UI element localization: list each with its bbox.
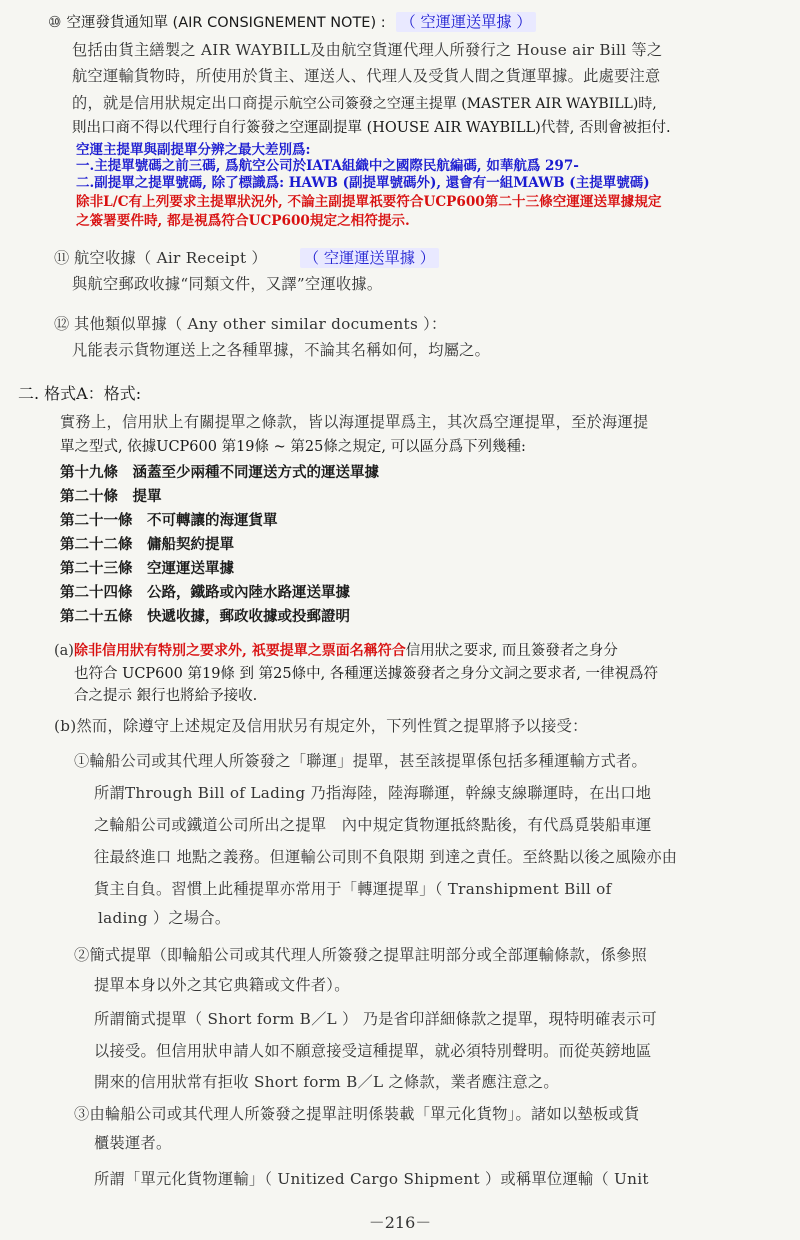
b-item1-line1: 所謂Through Bill of Lading 乃指海陸，陸海聯運，幹線支線聯運時，在出口地 bbox=[94, 784, 652, 802]
s10-badge: （ 空運運送單據 ） bbox=[396, 12, 535, 32]
b-item1: ①輪船公司或其代理人所簽發之「聯運」提單，甚至該提單係包括多種運輸方式者。 bbox=[74, 752, 648, 770]
s11-title: 航空收據（ Air Receipt ） bbox=[74, 249, 268, 267]
s10-marker: ⑩ bbox=[48, 13, 62, 31]
s10-diff2: 二.副提單之提單號碼, 除了標識爲: HAWB (副提單號碼外), 還會有一組MAWB (主提單號碼) bbox=[76, 175, 650, 191]
article-24: 第二十四條 公路，鐵路或內陸水路運送單據 bbox=[60, 584, 350, 601]
a-line2: 也符合 UCP600 第19條 到 第25條中, 各種運送據簽發者之身分文詞之要求者, 一律視爲符 bbox=[74, 666, 659, 682]
b-item1-line2: 之輪船公司或鐵道公司所出之提單 內中規定貨物運抵終點後，有代爲覓裝船車運 bbox=[94, 816, 652, 834]
s10-red-line1: 除非L/C有上列要求主提單狀況外, 不論主副提單祇要符合UCP600第二十三條空運運送單據規定 bbox=[76, 194, 662, 210]
page-number: －216－ bbox=[368, 1213, 432, 1232]
s10-diff1: 一.主提單號碼之前三碼, 爲航空公司於IATA組織中之國際民航編碼, 如華航爲 297- bbox=[76, 158, 579, 174]
article-22: 第二十二條 傭船契約提單 bbox=[60, 536, 234, 553]
a-marker: (a) bbox=[54, 643, 74, 659]
article-19: 第十九條 涵蓋至少兩種不同運送方式的運送單據 bbox=[60, 464, 379, 481]
article-21: 第二十一條 不可轉讓的海運貨單 bbox=[60, 512, 278, 529]
s11-line1: 與航空郵政收據“同類文件，又譯”空運收據。 bbox=[72, 275, 383, 293]
s12-marker: ⑫ bbox=[54, 315, 70, 333]
a-red-text: 除非信用狀有特別之要求外, 祇要提單之票面名稱符合 bbox=[73, 643, 406, 659]
s10-line3b: 航空公司簽發之空運主提單 (MASTER AIR WAYBILL)時, bbox=[288, 96, 657, 112]
b-item1-line4: 貨主自負。習慣上此種提單亦常用于「轉運提單」（ Transhipment Bill of bbox=[94, 880, 612, 898]
s10-line2: 航空運輸貨物時，所使用於貨主、運送人、代理人及受貨人間之貨運單據。此處要注意 bbox=[72, 67, 661, 85]
b-line0-text: 然而，除遵守上述規定及信用狀另有規定外，下列性質之提單將予以接受： bbox=[76, 717, 588, 735]
b-marker: (b) bbox=[54, 717, 77, 735]
article-20: 第二十條 提單 bbox=[60, 488, 162, 505]
section2-intro1: 實務上，信用狀上有關提單之條款，皆以海運提單爲主，其次爲空運提單，至於海運提 bbox=[60, 413, 649, 431]
b-line0 bbox=[54, 716, 588, 736]
s10-line1: 包括由貨主繕製之 AIR WAYBILL及由航空貨運代理人所發行之 House air Bill 等之 bbox=[72, 41, 663, 59]
a-line3: 合之提示 銀行也將給予接收. bbox=[74, 688, 258, 704]
s11-title-line bbox=[54, 248, 439, 268]
article-25: 第二十五條 快遞收據，郵政收據或投郵證明 bbox=[60, 608, 350, 625]
b-item1-line3: 往最終進口 地點之義務。但運輸公司則不負限期 到達之責任。至終點以後之風險亦由 bbox=[94, 848, 678, 866]
s11-marker: ⑪ bbox=[54, 249, 70, 267]
b-item2-line3: 以接受。但信用狀申請人如不願意接受這種提單，就必須特別聲明。而從英鎊地區 bbox=[94, 1042, 652, 1060]
section2-intro2: 單之型式, 依據UCP600 第19條 ~ 第25條之規定, 可以區分爲下列幾種: bbox=[60, 439, 526, 455]
s10-line3a: 的，就是信用狀規定出口商提示 bbox=[72, 94, 289, 112]
b-item2-line4: 開來的信用狀常有拒收 Short form B／L 之條款，業者應注意之。 bbox=[94, 1073, 559, 1091]
s12-title-line bbox=[54, 314, 447, 334]
s10-line4: 則出口商不得以代理行自行簽發之空運副提單 (HOUSE AIR WAYBILL)代替, 否則會被拒付. bbox=[72, 120, 671, 136]
s12-line1: 凡能表示貨物運送上之各種單據，不論其名稱如何，均屬之。 bbox=[72, 341, 491, 359]
b-item2-line2: 所謂簡式提單（ Short form B／L ） 乃是省印詳細條款之提單，現特明確表示可 bbox=[94, 1010, 657, 1028]
b-item2: ②簡式提單（即輪船公司或其代理人所簽發之提單註明部分或全部運輸條款，係參照 bbox=[74, 946, 648, 964]
s10-diff-title: 空運主提單與副提單分辨之最大差別爲: bbox=[76, 142, 311, 158]
a-line1 bbox=[54, 641, 618, 661]
b-item3: ③由輪船公司或其代理人所簽發之提單註明係裝載「單元化貨物」。諸如以墊板或貨 bbox=[74, 1105, 640, 1123]
section2-heading: 二. 格式A：格式: bbox=[18, 384, 142, 403]
article-23: 第二十三條 空運運送單據 bbox=[60, 560, 234, 577]
a-line1-rest: 信用狀之要求, 而且簽發者之身分 bbox=[405, 643, 618, 659]
s11-badge: （ 空運運送單據 ） bbox=[300, 248, 439, 268]
s12-title: 其他類似單據（ Any other similar documents ）： bbox=[74, 315, 447, 333]
s10-red-line2: 之簽署要件時, 都是視爲符合UCP600規定之相符提示. bbox=[76, 213, 410, 229]
s10-line3 bbox=[72, 93, 657, 114]
s10-title: 空運發貨通知單 (AIR CONSIGNEMENT NOTE) : bbox=[66, 15, 386, 31]
b-item3-line1: 櫃裝運者。 bbox=[94, 1134, 172, 1152]
b-item1-line5: lading ）之場合。 bbox=[98, 909, 231, 927]
b-item2-line1: 提單本身以外之其它典籍或文件者）。 bbox=[94, 976, 350, 994]
s10-title-line bbox=[48, 12, 536, 33]
b-item3-line2: 所謂「單元化貨物運輸」（ Unitized Cargo Shipment ）或稱單位運輸（ Unit bbox=[94, 1170, 649, 1188]
